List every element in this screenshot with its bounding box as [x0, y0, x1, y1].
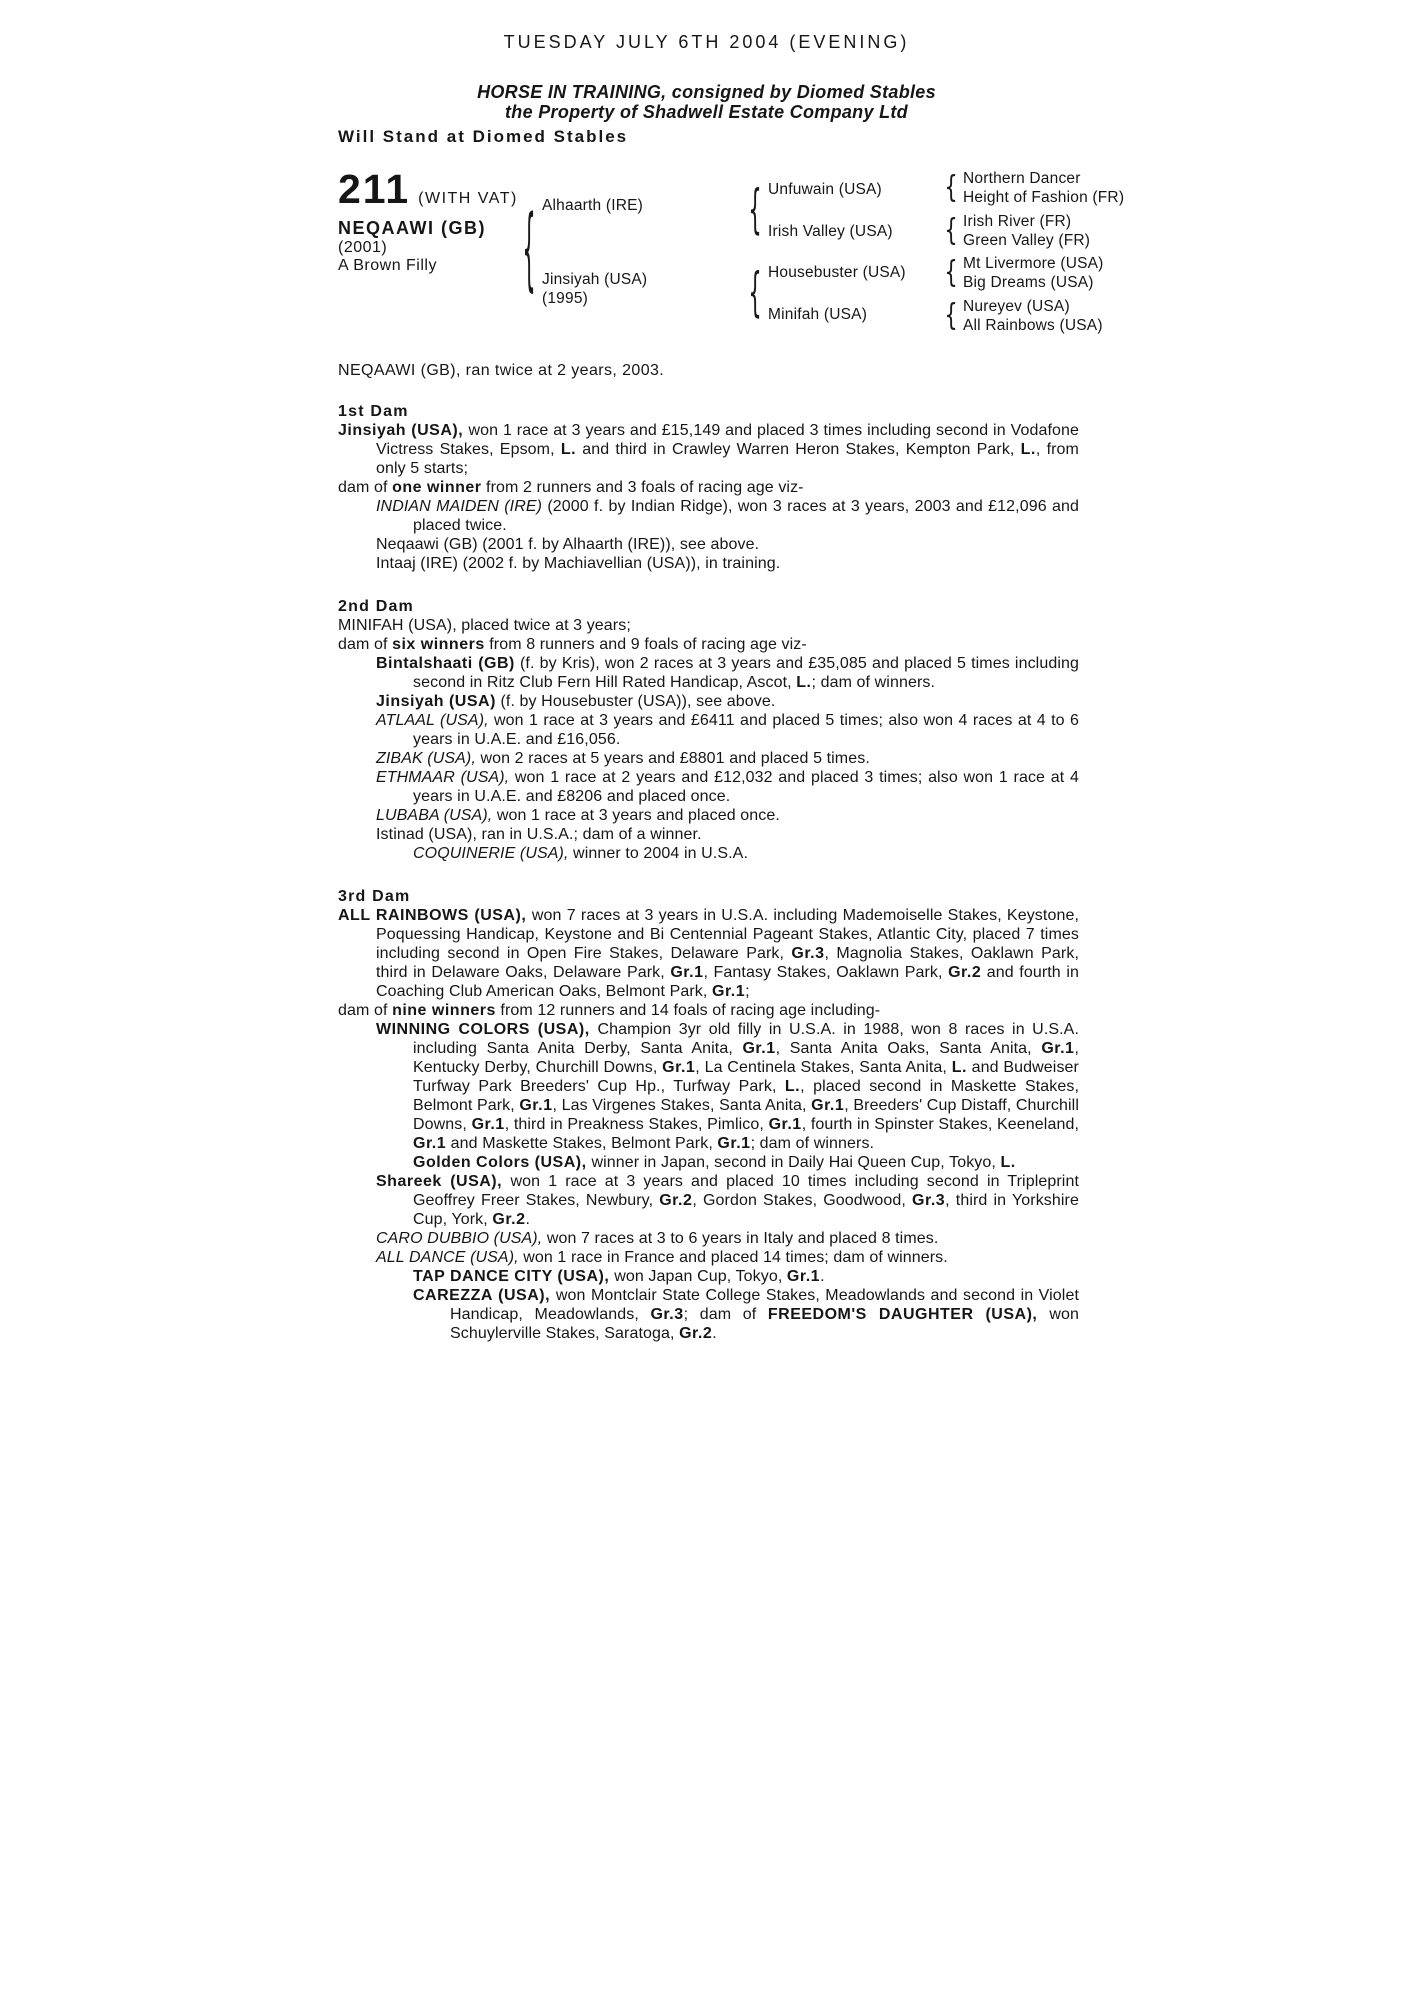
- great-grandparent-name: Mt Livermore (USA): [963, 255, 1104, 273]
- lot-number: 211: [338, 166, 411, 212]
- progeny-entry: Jinsiyah (USA) (f. by Housebuster (USA)), see above.: [376, 693, 776, 710]
- produce-summary: dam of six winners from 8 runners and 9 foals of racing age viz-: [338, 636, 807, 653]
- dam-section-1: [338, 403, 1079, 573]
- foaling-year: (2001): [338, 239, 388, 256]
- dam-entry: MINIFAH (USA), placed twice at 3 years;: [338, 617, 631, 634]
- great-grandparent-name: Irish River (FR): [963, 212, 1072, 230]
- great-grandparent-names: [963, 297, 1103, 335]
- great-grandparent-names: [963, 169, 1124, 207]
- great-grandparent-name: Northern Dancer: [963, 170, 1081, 187]
- progeny-entry: INDIAN MAIDEN (IRE) (2000 f. by Indian Ridge), won 3 races at 3 years, 2003 and £12,096 and placed twice.: [376, 498, 1079, 534]
- grandparent-name: Housebuster (USA): [768, 264, 906, 282]
- great-grandparent-name: Height of Fashion (FR): [963, 189, 1125, 206]
- sire-side-names: [768, 169, 893, 252]
- progeny-entry: Golden Colors (USA), winner in Japan, second in Daily Hai Queen Cup, Tokyo, L.: [413, 1154, 1016, 1171]
- progeny-entry: WINNING COLORS (USA), Champion 3yr old filly in U.S.A. in 1988, won 8 races in U.S.A. including Santa Anita Derby, Santa Anita, Gr.1, Santa Anita Oaks, Santa Anita, Gr.1, Kentucky Derby, Churchill Downs, Gr.1, La Centinela Stakes, Santa Anita, L. and Budweiser Turfway Park Breeders' Cup Hp., Turfway Park, L., placed second in Maskette Stakes, Belmont Park, Gr.1, Las Virgenes Stakes, Santa Anita, Gr.1, Breeders' Cup Distaff, Churchill Downs, Gr.1, third in Preakness Stakes, Pimlico, Gr.1, fourth in Spinster Stakes, Keeneland, Gr.1 and Maskette Stakes, Belmont Park, Gr.1; dam of winners.: [376, 1021, 1080, 1152]
- dam-section-heading: 2nd Dam: [338, 598, 414, 615]
- great-grandparent-pair: [942, 297, 1413, 335]
- brace-icon: {: [748, 179, 762, 241]
- progeny-entry: TAP DANCE CITY (USA), won Japan Cup, Tokyo, Gr.1.: [413, 1268, 825, 1285]
- dam-section-heading: 3rd Dam: [338, 888, 411, 905]
- vat-note: (WITH VAT): [418, 190, 518, 207]
- dam-section-2: [338, 598, 1079, 863]
- produce-summary: dam of one winner from 2 runners and 3 foals of racing age viz-: [338, 479, 804, 496]
- progeny-entry: Intaaj (IRE) (2002 f. by Machiavellian (USA)), in training.: [376, 555, 781, 572]
- grandparent-name: Minifah (USA): [768, 305, 868, 323]
- progeny-entry: ETHMAAR (USA), won 1 race at 2 years and £12,032 and placed 3 times; also won 1 race at 4 years in U.A.E. and £8206 and placed once.: [376, 769, 1079, 805]
- dam-name: Jinsiyah (USA): [542, 270, 648, 288]
- catalogue-text: [338, 362, 1079, 1343]
- great-grandparent-name: All Rainbows (USA): [963, 316, 1103, 334]
- brace-icon: {: [522, 198, 536, 303]
- stand-location: Will Stand at Diomed Stables: [338, 127, 629, 146]
- pedigree-table: [338, 166, 1413, 335]
- great-grandparent-pair: [942, 212, 1413, 250]
- horse-description: A Brown Filly: [338, 257, 437, 274]
- brace-icon: {: [944, 212, 958, 248]
- progeny-entry: ALL DANCE (USA), won 1 race in France and placed 14 times; dam of winners.: [376, 1249, 948, 1266]
- brace-icon: {: [944, 170, 958, 205]
- progeny-entry: CARO DUBBIO (USA), won 7 races at 3 to 6 years in Italy and placed 8 times.: [376, 1230, 939, 1247]
- great-grandparent-name: Big Dreams (USA): [963, 274, 1094, 292]
- consignment-line-2: the Property of Shadwell Estate Company Ltd: [505, 102, 908, 122]
- produce-summary: dam of nine winners from 12 runners and 14 foals of racing age including-: [338, 1002, 881, 1019]
- progeny-entry: Istinad (USA), ran in U.S.A.; dam of a winner.: [376, 826, 702, 843]
- dam-foaling-year: (1995): [542, 289, 589, 307]
- lot-info-column: [338, 166, 520, 335]
- brace-icon: {: [944, 255, 958, 291]
- great-grandparent-name: Green Valley (FR): [963, 231, 1091, 249]
- great-grandparent-name: Nureyev (USA): [963, 297, 1070, 315]
- progeny-entry: ZIBAK (USA), won 2 races at 5 years and £8801 and placed 5 times.: [376, 750, 870, 767]
- great-grandparents-column: [942, 169, 1413, 335]
- dam-side-group: [746, 252, 942, 335]
- dam-section-3: [338, 888, 1079, 1343]
- grandparent-name: Unfuwain (USA): [768, 181, 882, 199]
- brace-icon: {: [748, 262, 762, 324]
- consignment-line-1: HORSE IN TRAINING, consigned by Diomed Stables: [477, 82, 936, 102]
- session-title: TUESDAY JULY 6TH 2004 (EVENING): [503, 32, 910, 52]
- great-grandparent-names: [963, 212, 1090, 250]
- progeny-entry: Neqaawi (GB) (2001 f. by Alhaarth (IRE)), see above.: [376, 536, 760, 553]
- race-record: NEQAAWI (GB), ran twice at 2 years, 2003.: [338, 362, 665, 379]
- parents-column: [520, 169, 746, 335]
- progeny-entry: CAREZZA (USA), won Montclair State College Stakes, Meadowlands and second in Violet Handicap, Meadowlands, Gr.3; dam of FREEDOM'S DAUGHTER (USA), won Schuylerville Stakes, Saratoga, Gr.2.: [413, 1287, 1079, 1342]
- great-grandparent-pair: [942, 254, 1413, 292]
- brace-icon: {: [944, 297, 958, 333]
- dam-side-names: [768, 252, 906, 335]
- grandparents-column: [746, 169, 942, 335]
- progeny-entry: COQUINERIE (USA), winner to 2004 in U.S.A.: [413, 845, 748, 862]
- lot-line: [338, 166, 520, 212]
- progeny-entry: Bintalshaati (GB) (f. by Kris), won 2 races at 3 years and £35,085 and placed 5 times including second in Ritz Club Fern Hill Rated Handicap, Ascot, L.; dam of winners.: [376, 655, 1079, 691]
- progeny-entry: ATLAAL (USA), won 1 race at 3 years and £6411 and placed 5 times; also won 4 races at 4 to 6 years in U.A.E. and £16,056.: [376, 712, 1079, 748]
- sire-side-group: [746, 169, 942, 252]
- horse-name: NEQAAWI (GB): [338, 218, 486, 238]
- great-grandparent-pair: [942, 169, 1413, 207]
- dam-entry: ALL RAINBOWS (USA), won 7 races at 3 years in U.S.A. including Mademoiselle Stakes, Keystone, Poquessing Handicap, Keystone and Bi Centennial Pageant Stakes, Atlantic City, placed 7 times including second in Open Fire Stakes, Delaware Park, Gr.3, Magnolia Stakes, Oaklawn Park, third in Delaware Oaks, Delaware Park, Gr.1, Fantasy Stakes, Oaklawn Park, Gr.2 and fourth in Coaching Club American Oaks, Belmont Park, Gr.1;: [338, 907, 1079, 1000]
- dam-block: [542, 270, 647, 308]
- dam-section-heading: 1st Dam: [338, 403, 409, 420]
- sire-name: Alhaarth (IRE): [542, 197, 643, 215]
- parents-names: [542, 169, 647, 335]
- great-grandparent-names: [963, 254, 1104, 292]
- progeny-entry: Shareek (USA), won 1 race at 3 years and placed 10 times including second in Tripleprint Geoffrey Freer Stakes, Newbury, Gr.2, Gordon Stakes, Goodwood, Gr.3, third in Yorkshire Cup, York, Gr.2.: [376, 1173, 1079, 1228]
- progeny-entry: LUBABA (USA), won 1 race at 3 years and placed once.: [376, 807, 780, 824]
- grandparent-name: Irish Valley (USA): [768, 222, 893, 240]
- dam-entry: Jinsiyah (USA), won 1 race at 3 years and £15,149 and placed 3 times including second in Vodafone Victress Stakes, Epsom, L. and third in Crawley Warren Heron Stakes, Kempton Park, L., from only 5 starts;: [338, 422, 1079, 477]
